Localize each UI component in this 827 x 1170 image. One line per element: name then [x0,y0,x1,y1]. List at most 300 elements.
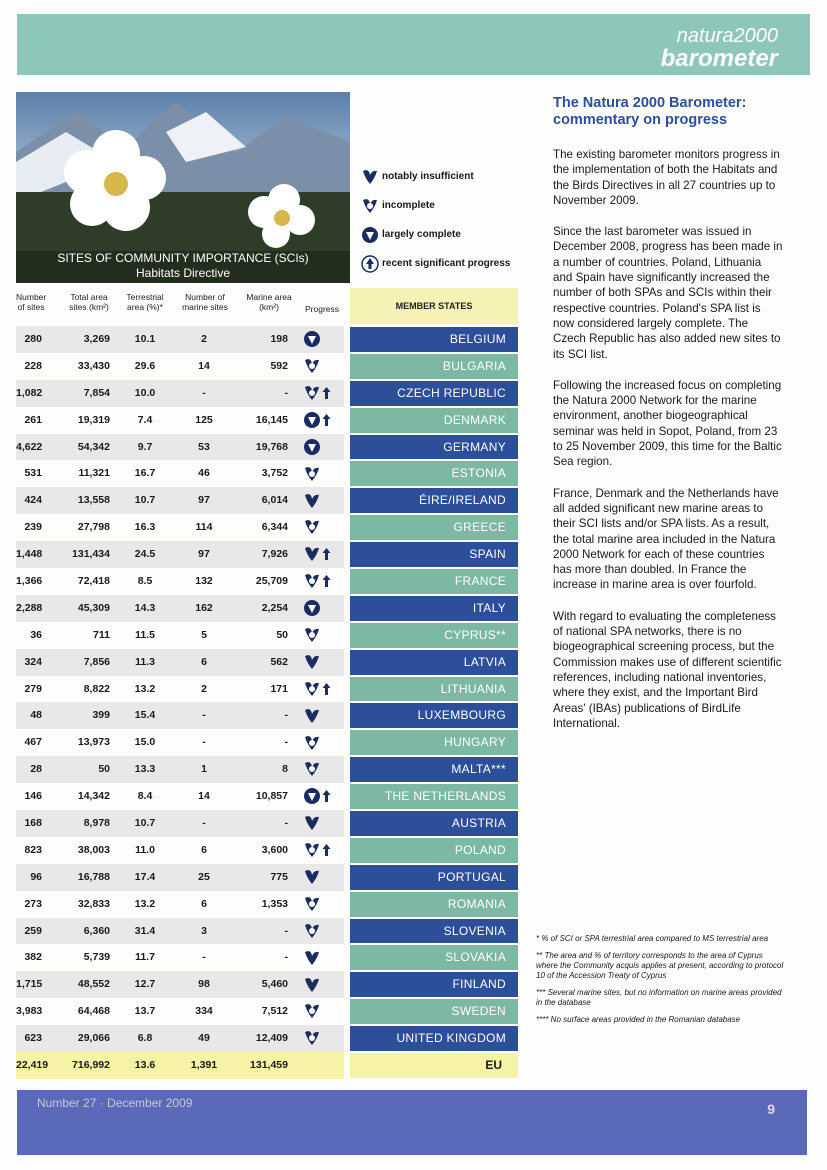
cell-marine-area: 1,353 [261,897,288,910]
cell-marine-area: 775 [270,870,288,883]
cell-terrestrial: 16.7 [134,467,156,480]
largely-complete-icon [360,224,380,246]
cell-marine-sites: 53 [198,440,210,453]
notably-insufficient-icon [302,705,322,727]
total-marine-sites: 1,391 [190,1059,218,1072]
member-state-label: SLOVAKIA [350,945,518,970]
cell-marine-area: - [284,951,288,964]
cell-terrestrial: 10.7 [134,817,156,830]
table-row [16,944,506,971]
commentary [553,95,783,747]
cell-marine-sites: 1 [201,763,207,776]
cell-sites: 261 [24,413,42,426]
cell-marine-sites: 98 [198,978,210,991]
cell-marine-sites: 25 [198,870,210,883]
notably-insufficient-icon [302,974,322,996]
table-body [16,326,506,1079]
table-row [16,1025,506,1052]
largely-complete-icon [302,785,322,807]
legend-label: recent significant progress [382,258,511,269]
largely-complete-icon [302,328,322,350]
table-row [16,595,506,622]
cell-progress [302,998,348,1025]
member-state-label: GERMANY [350,435,518,460]
table-row [16,622,506,649]
recent-progress-arrow-icon [322,386,331,400]
cell-progress [302,622,348,649]
cell-progress [302,864,348,891]
incomplete-icon [302,678,322,700]
cell-area: 6,360 [83,924,110,937]
cell-marine-sites: 5 [201,628,207,641]
footnote: *** Several marine sites, but no information on marine areas provided in the database [536,988,782,1007]
cell-terrestrial: 6.8 [137,1032,153,1045]
cell-sites: 4,622 [16,440,43,453]
commentary-title: The Natura 2000 Barometer: commentary on progress [553,95,747,128]
cell-sites: 48 [30,709,42,722]
cell-marine-sites: 334 [195,1005,213,1018]
cell-marine-sites: - [202,386,206,399]
cell-terrestrial: 13.2 [134,682,156,695]
brand-line2: barometer [660,45,778,72]
cell-sites: 239 [24,521,42,534]
cell-marine-sites: 14 [198,790,210,803]
cell-progress [302,756,348,783]
cell-sites: 3,983 [16,1005,43,1018]
member-state-label: CZECH REPUBLIC [350,381,518,406]
cell-marine-area: - [284,386,288,399]
cell-marine-area: 10,857 [255,790,288,803]
cell-progress [302,568,348,595]
cell-terrestrial: 12.7 [134,978,156,991]
member-state-label: GREECE [350,515,518,540]
cell-area: 64,468 [77,1005,110,1018]
cell-marine-area: 16,145 [255,413,288,426]
cell-marine-sites: 125 [195,413,213,426]
cell-marine-sites: 162 [195,601,213,614]
cell-sites: 823 [24,843,42,856]
commentary-paragraph: France, Denmark and the Netherlands have all added significant new marine areas to their SCI lists and/or SPA lists. As a result, the total marine area included in the Natura 2000 Network for each of these countries has more than doubled. In France the increase in marine area is over fourfold. [553,486,779,592]
legend-label: largely complete [382,229,461,240]
header-member-states: MEMBER STATES [350,288,518,324]
cell-area: 13,558 [77,494,110,507]
total-row [16,1052,506,1079]
table-row [16,864,506,891]
cell-sites: 28 [30,763,42,776]
cell-marine-sites: 114 [195,521,213,534]
member-state-label: POLAND [350,838,518,863]
member-state-label: CYPRUS** [350,623,518,648]
cell-progress [302,487,348,514]
cell-sites: 279 [24,682,42,695]
total-marine-area: 131,459 [250,1059,288,1072]
recent-progress-arrow-icon [322,413,331,427]
member-state-label: PORTUGAL [350,865,518,890]
cell-marine-sites: - [202,709,206,722]
table-row [16,702,506,729]
cell-area: 8,822 [83,682,110,695]
issue-label: Number 27 · December 2009 [37,1096,193,1110]
header-bar [17,14,810,75]
cell-marine-area: - [284,817,288,830]
incomplete-icon [302,732,322,754]
table-row [16,729,506,756]
cell-terrestrial: 13.3 [134,763,156,776]
cell-terrestrial: 7.4 [137,413,153,426]
table-row [16,649,506,676]
commentary-paragraph: Since the last barometer was issued in December 2008, progress has been made in a number of countries. Poland, Lithuania and Spain have significantly increased the number of both SPAs and SCIs within their respective countries. Poland's SPA list is now considered largely complete. The Czech Republic has also added new sites to its SCI list. [553,225,783,361]
cell-area: 8,978 [83,817,110,830]
cell-progress [302,595,348,622]
member-state-label: ESTONIA [350,461,518,486]
table-row [16,998,506,1025]
cell-marine-sites: 6 [201,843,207,856]
cell-terrestrial: 10.7 [134,494,156,507]
cell-terrestrial: 11.0 [135,843,155,856]
incomplete-icon [302,516,322,538]
cell-progress [302,353,348,380]
cell-progress [302,729,348,756]
cell-marine-area: 8 [282,763,288,776]
header-area: Total area sites (km²) [69,292,109,312]
cell-sites: 168 [24,817,42,830]
cell-marine-sites: - [202,817,206,830]
cell-marine-sites: 2 [201,333,207,345]
cell-terrestrial: 16.3 [134,521,156,534]
cell-progress [302,676,348,703]
sci-table [16,288,506,1079]
cell-marine-sites: 2 [201,682,207,695]
member-state-label: DENMARK [350,408,518,433]
member-state-label: SWEDEN [350,999,518,1024]
cell-marine-area: 198 [270,333,288,345]
cell-area: 19,319 [77,413,110,426]
cell-marine-sites: 6 [201,655,207,668]
cell-area: 399 [92,709,110,722]
cell-area: 7,856 [83,655,110,668]
incomplete-icon [360,195,380,217]
brand-line1: natura2000 [676,25,778,47]
cell-area: 7,854 [83,386,110,399]
cell-sites: 623 [24,1032,42,1045]
cell-terrestrial: 17.4 [134,870,156,883]
cell-area: 54,342 [77,440,110,453]
cell-area: 33,430 [77,359,110,372]
cell-terrestrial: 31.4 [134,924,156,937]
cell-area: 32,833 [77,897,110,910]
cell-progress [302,944,348,971]
cell-terrestrial: 8.5 [137,575,153,588]
cell-terrestrial: 29.6 [134,359,156,372]
member-state-label: LITHUANIA [350,677,518,702]
cell-terrestrial: 13.7 [134,1005,156,1018]
cell-marine-sites: - [202,951,206,964]
member-state-label: LATVIA [350,650,518,675]
cell-marine-area: 19,768 [255,440,288,453]
legend-recent-progress [360,249,520,278]
total-sites: 22,419 [16,1059,49,1072]
member-state-label: FINLAND [350,972,518,997]
incomplete-icon [302,624,322,646]
cell-marine-area: - [284,736,288,749]
footnote: **** No surface areas provided in the Romanian database [536,1015,741,1024]
cell-progress [302,649,348,676]
cell-progress [302,971,348,998]
cell-sites: 96 [30,870,42,883]
flower-photo [16,92,350,283]
cell-marine-sites: 3 [201,924,207,937]
cell-progress [302,380,348,407]
cell-progress [302,541,348,568]
table-row [16,810,506,837]
cell-sites: 1,715 [16,978,43,991]
incomplete-icon [302,839,322,861]
progress-legend [360,162,520,278]
table-row [16,353,506,380]
incomplete-icon [302,1027,322,1049]
header-marine-sites: Number of marine sites [182,292,228,312]
cell-marine-area: 7,926 [261,548,288,561]
incomplete-icon [302,893,322,915]
member-state-label: ITALY [350,596,518,621]
cell-area: 16,788 [77,870,110,883]
largely-complete-icon [302,436,322,458]
cell-sites: 467 [24,736,42,749]
cell-marine-sites: - [202,736,206,749]
cell-marine-area: 7,512 [261,1005,288,1018]
cell-sites: 1,082 [16,386,43,399]
recent-progress-icon [360,253,380,275]
cell-terrestrial: 8.4 [137,790,153,803]
recent-progress-arrow-icon [322,843,331,857]
brand-logo [661,26,778,72]
member-state-label: MALTA*** [350,757,518,782]
page-number: 9 [767,1101,775,1117]
cell-area: 50 [98,763,110,776]
cell-area: 11,321 [78,467,110,480]
header-progress: Progress [304,304,339,314]
notably-insufficient-icon [302,866,322,888]
cell-terrestrial: 15.0 [134,736,156,749]
cell-sites: 146 [24,790,42,803]
member-state-label: THE NETHERLANDS [350,784,518,809]
cell-sites: 531 [24,467,42,480]
cell-sites: 36 [30,628,42,641]
table-row [16,918,506,945]
cell-area: 13,973 [77,736,110,749]
cell-marine-sites: 97 [198,548,210,561]
cell-marine-sites: 132 [195,575,213,588]
cell-area: 29,066 [77,1032,110,1045]
cell-progress [302,891,348,918]
cell-marine-area: 592 [270,359,288,372]
table-row [16,380,506,407]
cell-terrestrial: 11.3 [135,655,155,668]
table-row [16,541,506,568]
cell-area: 711 [93,628,110,641]
legend-largely-complete [360,220,520,249]
legend-label: incomplete [382,200,435,211]
footnote: ** The area and % of territory corresponds to the area of Cyprus where the Community acquis applies at present, according to protocol 10 of the Accession Treaty of Cyprus [536,951,784,980]
cell-marine-area: 5,460 [261,978,288,991]
cell-terrestrial: 10.1 [134,333,156,345]
member-state-label: BULGARIA [350,354,518,379]
cell-area: 27,798 [77,521,110,534]
member-state-label: ÉIRE/IRELAND [350,488,518,513]
table-row [16,756,506,783]
largely-complete-icon [302,409,322,431]
table-row [16,837,506,864]
cell-terrestrial: 13.2 [134,897,156,910]
cell-sites: 382 [24,951,42,964]
cell-marine-sites: 6 [201,897,207,910]
member-state-label: SLOVENIA [350,919,518,944]
largely-complete-icon [302,597,322,619]
total-terrestrial: 13.6 [134,1059,156,1072]
cell-marine-sites: 49 [198,1032,210,1045]
cell-marine-area: 2,254 [261,601,288,614]
caption-title: SITES OF COMMUNITY IMPORTANCE (SCIs) [57,251,309,265]
cell-sites: 1,366 [16,575,43,588]
eu-label: EU [350,1053,518,1078]
cell-terrestrial: 11.5 [135,628,155,641]
cell-marine-area: 50 [276,628,288,641]
table-row [16,407,506,434]
cell-marine-area: 6,014 [261,494,288,507]
cell-progress [302,460,348,487]
notably-insufficient-icon [360,166,380,188]
header-marine-area: Marine area (km²) [246,292,292,312]
cell-terrestrial: 24.5 [134,548,156,561]
notably-insufficient-icon [302,947,322,969]
incomplete-icon [302,1000,322,1022]
table-row [16,971,506,998]
legend-notably-insufficient [360,162,520,191]
cell-terrestrial: 14.3 [134,601,156,614]
cell-progress [302,810,348,837]
table-header [16,288,506,326]
member-state-label: UNITED KINGDOM [350,1026,518,1051]
cell-marine-area: 3,752 [261,467,288,480]
table-row [16,891,506,918]
cell-marine-area: - [284,924,288,937]
recent-progress-arrow-icon [322,789,331,803]
cell-marine-area: 25,709 [255,575,288,588]
table-row [16,326,506,353]
table-row [16,460,506,487]
cell-marine-sites: 14 [198,359,210,372]
total-area: 716,992 [72,1059,110,1072]
cell-area: 38,003 [77,843,110,856]
cell-marine-area: 3,600 [261,843,288,856]
table-row [16,487,506,514]
legend-label: notably insufficient [382,171,474,182]
member-state-label: LUXEMBOURG [350,703,518,728]
commentary-paragraph: The existing barometer monitors progress in the implementation of both the Habitats and the Birds Directives in all 27 countries up to November 2009. [553,148,780,207]
footnote: * % of SCI or SPA terrestrial area compared to MS terrestrial area [536,934,769,943]
cell-sites: 228 [24,359,42,372]
cell-marine-area: - [284,709,288,722]
photo-caption [16,251,350,283]
member-state-label: HUNGARY [350,730,518,755]
table-row [16,514,506,541]
incomplete-icon [302,570,322,592]
incomplete-icon [302,382,322,404]
incomplete-icon [302,355,322,377]
cell-progress [302,407,348,434]
cell-sites: 424 [24,494,42,507]
cell-progress [302,918,348,945]
cell-marine-sites: 46 [198,467,210,480]
cell-area: 131,434 [72,548,110,561]
cell-progress [302,702,348,729]
cell-terrestrial: 15.4 [134,709,156,722]
footnotes [536,934,786,1032]
cell-marine-area: 171 [270,682,288,695]
incomplete-icon [302,758,322,780]
cell-progress [302,326,348,353]
footer-bar [17,1090,807,1155]
cell-area: 3,269 [83,333,110,345]
caption-subtitle: Habitats Directive [135,266,231,280]
cell-area: 5,739 [83,951,110,964]
cell-marine-sites: 97 [198,494,210,507]
cell-marine-area: 562 [270,655,288,668]
member-state-label: SPAIN [350,542,518,567]
commentary-paragraph: With regard to evaluating the completeness of national SPA networks, there is no biogeographical screening process, but the Commission makes use of different scientific references, including national inventories, where they exist, and the Important Bird Areas' (IBAs) publications of BirdLife International. [553,609,782,730]
cell-sites: 280 [24,333,42,345]
cell-marine-area: 6,344 [261,521,288,534]
cell-sites: 324 [24,655,42,668]
member-state-label: BELGIUM [350,327,518,352]
notably-insufficient-icon [302,543,322,565]
cell-progress [302,837,348,864]
recent-progress-arrow-icon [322,682,331,696]
member-state-label: ROMANIA [350,892,518,917]
header-sites: Number of sites [16,292,47,312]
cell-area: 72,418 [77,575,110,588]
cell-area: 48,552 [77,978,110,991]
cell-area: 14,342 [77,790,110,803]
cell-marine-area: 12,409 [255,1032,288,1045]
cell-terrestrial: 9.7 [137,440,153,453]
table-row [16,676,506,703]
notably-insufficient-icon [302,812,322,834]
table-row [16,434,506,461]
cell-progress [302,514,348,541]
header-terrestrial: Terrestrial area (%)* [126,292,164,312]
commentary-paragraph: Following the increased focus on completing the Natura 2000 Network for the marine environment, another biogeographical seminar was held in Sopot, Poland, from 23 to 25 November 2009, this time for the Baltic Sea region. [553,378,782,469]
notably-insufficient-icon [302,490,322,512]
table-row [16,783,506,810]
member-state-label: AUSTRIA [350,811,518,836]
cell-sites: 1,448 [16,548,43,561]
legend-incomplete [360,191,520,220]
cell-progress [302,783,348,810]
cell-terrestrial: 11.7 [135,951,155,964]
recent-progress-arrow-icon [322,574,331,588]
table-row [16,568,506,595]
cell-sites: 259 [24,924,42,937]
incomplete-icon [302,920,322,942]
cell-progress [302,434,348,461]
cell-sites: 273 [24,897,42,910]
incomplete-icon [302,463,322,485]
recent-progress-arrow-icon [322,547,331,561]
cell-area: 45,309 [77,601,110,614]
member-state-label: FRANCE [350,569,518,594]
cell-sites: 2,288 [16,601,43,614]
